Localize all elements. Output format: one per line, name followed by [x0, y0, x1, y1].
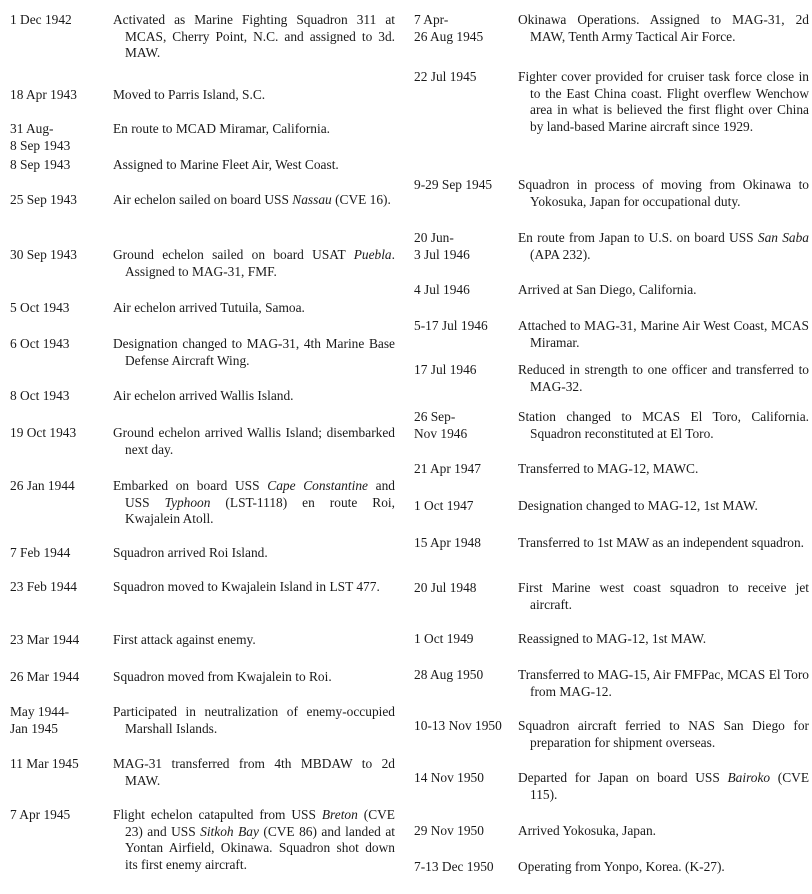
entry-date: 15 Apr 1948	[414, 535, 481, 550]
entry-date: 19 Oct 1943	[10, 425, 77, 440]
entry-date: 18 Apr 1943	[10, 87, 77, 102]
entry-date: 14 Nov 1950	[414, 770, 484, 785]
entry-date: 1 Dec 1942	[10, 12, 72, 27]
entry-description: Squadron moved from Kwajalein to Roi.	[113, 669, 332, 684]
entry-description: Moved to Parris Island, S.C.	[113, 87, 266, 102]
entry-date: 8 Oct 1943	[10, 388, 70, 403]
entry-date: 25 Sep 1943	[10, 192, 77, 207]
entry-description: Departed for Japan on board USS Bairoko (CVE 115).	[518, 770, 810, 802]
entry-description: Arrived Yokosuka, Japan.	[518, 823, 656, 838]
entry-description: Air echelon arrived Tutuila, Samoa.	[113, 300, 305, 315]
entry-date: 26 Sep- Nov 1946	[414, 409, 468, 441]
entry-date: 30 Sep 1943	[10, 247, 77, 262]
entry-date: 17 Jul 1946	[414, 362, 477, 377]
entry-date: 11 Mar 1945	[10, 756, 79, 771]
entry-description: Reduced in strength to one officer and transferred to MAG-32.	[518, 362, 809, 394]
entry-description: Operating from Yonpo, Korea. (K-27).	[518, 859, 725, 874]
entry-description: Okinawa Operations. Assigned to MAG-31, 2d MAW, Tenth Army Tactical Air Force.	[518, 12, 809, 44]
entry-description: En route from Japan to U.S. on board USS San Saba (APA 232).	[518, 230, 809, 262]
entry-description: Activated as Marine Fighting Squadron 311 at MCAS, Cherry Point, N.C. and assigned to 3d. MAW.	[113, 12, 395, 61]
entry-description: Transferred to MAG-12, MAWC.	[518, 461, 699, 476]
entry-date: 6 Oct 1943	[10, 336, 70, 351]
entry-date: 7-13 Dec 1950	[414, 859, 494, 874]
entry-description: Arrived at San Diego, California.	[518, 282, 697, 297]
entry-date: 26 Jan 1944	[10, 478, 75, 493]
entry-date: 26 Mar 1944	[10, 669, 80, 684]
entry-date: 23 Mar 1944	[10, 632, 80, 647]
entry-description: Squadron in process of moving from Okinawa to Yokosuka, Japan for occupational duty.	[518, 177, 809, 209]
entry-date: 10-13 Nov 1950	[414, 718, 502, 733]
entry-date: 7 Apr 1945	[10, 807, 71, 822]
entry-date: 1 Oct 1947	[414, 498, 474, 513]
entry-date: 21 Apr 1947	[414, 461, 481, 476]
entry-description: Squadron aircraft ferried to NAS San Diego for preparation for shipment overseas.	[518, 718, 809, 750]
entry-date: 8 Sep 1943	[10, 157, 71, 172]
entry-description: Station changed to MCAS El Toro, California. Squadron reconstituted at El Toro.	[518, 409, 809, 441]
entry-date: 7 Apr- 26 Aug 1945	[414, 12, 484, 44]
entry-description: Ground echelon arrived Wallis Island; disembarked next day.	[113, 425, 395, 457]
entry-date: 20 Jun- 3 Jul 1946	[414, 230, 470, 262]
entry-description: Attached to MAG-31, Marine Air West Coast, MCAS Miramar.	[518, 318, 809, 350]
entry-date: 5 Oct 1943	[10, 300, 70, 315]
entry-date: 20 Jul 1948	[414, 580, 477, 595]
entry-description: Squadron arrived Roi Island.	[113, 545, 268, 560]
entry-date: 1 Oct 1949	[414, 631, 474, 646]
entry-date: 31 Aug- 8 Sep 1943	[10, 121, 71, 153]
entry-description: En route to MCAD Miramar, California.	[113, 121, 331, 136]
entry-description: Air echelon arrived Wallis Island.	[113, 388, 294, 403]
entry-description: Participated in neutralization of enemy-occupied Marshall Islands.	[113, 704, 395, 736]
entry-date: 5-17 Jul 1946	[414, 318, 488, 333]
entry-description: Transferred to 1st MAW as an independent squadron.	[518, 535, 805, 550]
entry-date: 29 Nov 1950	[414, 823, 484, 838]
entry-date: 22 Jul 1945	[414, 69, 477, 84]
entry-description: Reassigned to MAG-12, 1st MAW.	[518, 631, 707, 646]
entry-description: Flight echelon catapulted from USS Breton (CVE 23) and USS Sitkoh Bay (CVE 86) and landed at Yontan Airfield, Okinawa. Squadron shot down its first enemy aircraft.	[113, 807, 395, 872]
entry-description: Designation changed to MAG-31, 4th Marine Base Defense Aircraft Wing.	[113, 336, 395, 368]
entry-date: 9-29 Sep 1945	[414, 177, 493, 192]
entry-description: MAG-31 transferred from 4th MBDAW to 2d MAW.	[113, 756, 395, 788]
entry-date: 28 Aug 1950	[414, 667, 484, 682]
entry-description: Squadron moved to Kwajalein Island in LST 477.	[113, 579, 380, 594]
entry-description: Air echelon sailed on board USS Nassau (CVE 16).	[113, 192, 391, 207]
entry-description: Ground echelon sailed on board USAT Puebla. Assigned to MAG-31, FMF.	[113, 247, 395, 279]
entry-description: Embarked on board USS Cape Constantine and USS Typhoon (LST-1118) en route Roi, Kwajalein Atoll.	[113, 478, 395, 527]
entry-date: 23 Feb 1944	[10, 579, 77, 594]
entry-date: 4 Jul 1946	[414, 282, 470, 297]
entry-description: Assigned to Marine Fleet Air, West Coast.	[113, 157, 339, 172]
entry-description: Fighter cover provided for cruiser task force close in to the East China coast. Flight overflew Wenchow area in what is believed the first flight over China by land-based Marine aircraft since 1929.	[518, 69, 809, 134]
entry-description: Transferred to MAG-15, Air FMFPac, MCAS El Toro from MAG-12.	[518, 667, 809, 699]
entry-date: May 1944- Jan 1945	[10, 704, 70, 736]
entry-date: 7 Feb 1944	[10, 545, 71, 560]
entry-description: First Marine west coast squadron to receive jet aircraft.	[518, 580, 809, 612]
entry-description: Designation changed to MAG-12, 1st MAW.	[518, 498, 758, 513]
entry-description: First attack against enemy.	[113, 632, 256, 647]
